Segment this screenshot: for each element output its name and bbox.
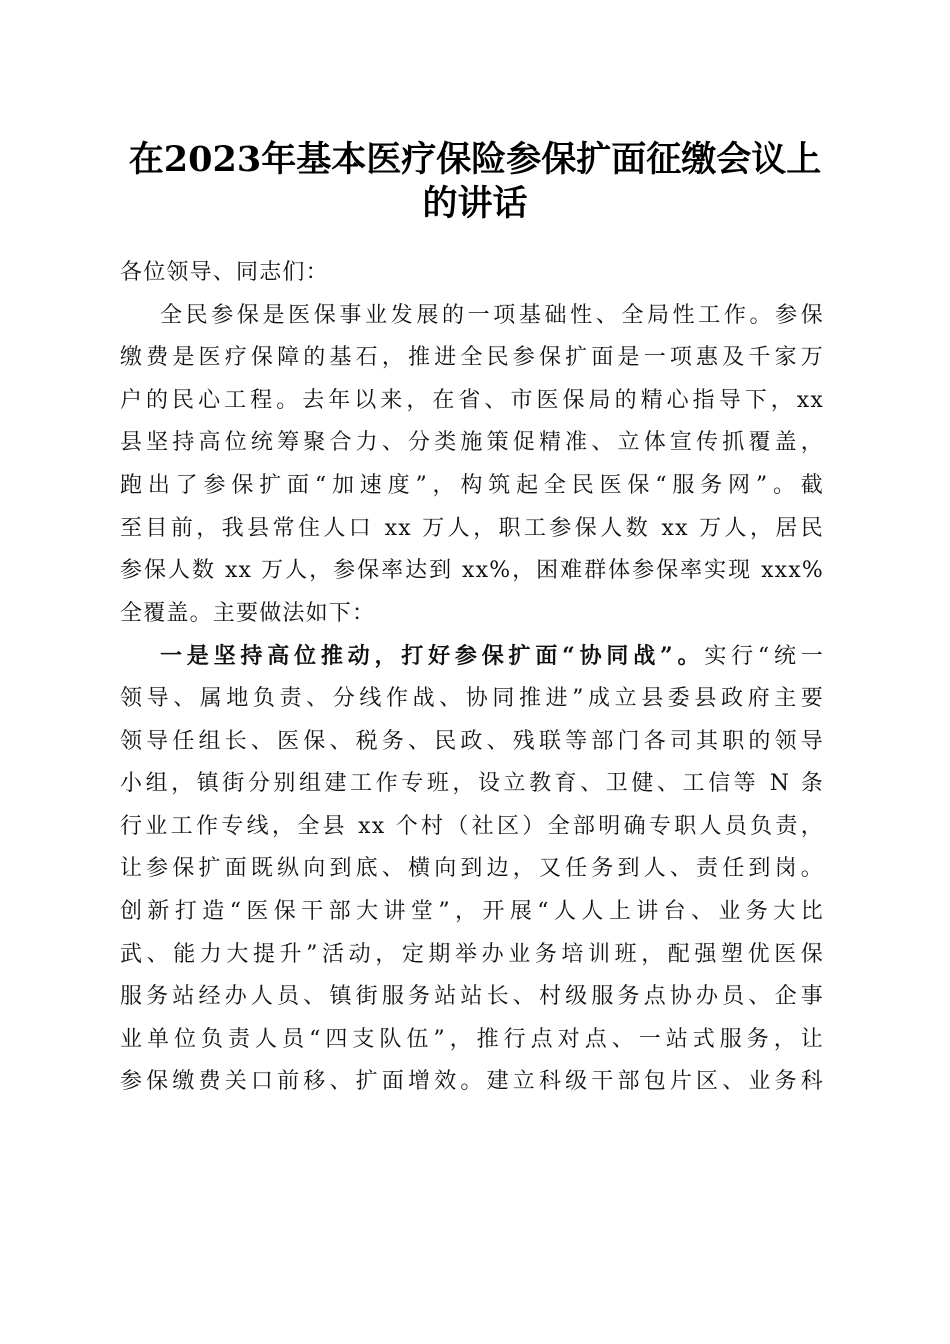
paragraph-line: 领导、属地负责、分线作战、协同推进”成立县委县政府主要 xyxy=(120,685,824,711)
paragraph-line: 全覆盖。主要做法如下： xyxy=(120,600,376,626)
paragraph-line: 让参保扩面既纵向到底、横向到边，又任务到人、责任到岗。 xyxy=(120,856,824,882)
paragraph-2 xyxy=(120,635,824,1104)
paragraph-text: 实行“统一 xyxy=(704,644,824,670)
paragraph-1 xyxy=(120,295,824,636)
paragraph-line: 小组，镇街分别组建工作专班，设立教育、卫健、工信等 N 条 xyxy=(120,771,824,797)
document-body xyxy=(120,252,824,1104)
paragraph-line: 至目前，我县常住人口 xx 万人，职工参保人数 xx 万人，居民 xyxy=(120,515,824,541)
salutation: 各位领导、同志们： xyxy=(120,260,329,285)
paragraph-line: 县坚持高位统筹聚合力、分类施策促精准、立体宣传抓覆盖， xyxy=(120,430,824,456)
paragraph-line: 全民参保是医保事业发展的一项基础性、全局性工作。参保 xyxy=(160,302,824,328)
section-heading: 一是坚持高位推动，打好参保扩面“协同战”。 xyxy=(160,643,705,670)
paragraph-line: 参保人数 xx 万人，参保率达到 xx%，困难群体参保率实现 xxx% xyxy=(120,558,824,584)
paragraph-line: 武、能力大提升”活动，定期举办业务培训班，配强塑优医保 xyxy=(120,941,824,967)
paragraph-line: 参保缴费关口前移、扩面增效。建立科级干部包片区、业务科 xyxy=(120,1069,824,1095)
paragraph-line: 业单位负责人员“四支队伍”，推行点对点、一站式服务，让 xyxy=(120,1026,824,1052)
paragraph-line: 创新打造“医保干部大讲堂”，开展“人人上讲台、业务大比 xyxy=(120,898,824,924)
paragraph-line xyxy=(120,635,824,678)
paragraph-line: 户的民心工程。去年以来，在省、市医保局的精心指导下，xx xyxy=(120,387,824,413)
document-title xyxy=(110,138,840,226)
title-line-2: 的讲话 xyxy=(422,183,528,224)
title-line-1: 在2023年基本医疗保险参保扩面征缴会议上 xyxy=(128,139,822,180)
paragraph-line: 缴费是医疗保障的基石，推进全民参保扩面是一项惠及千家万 xyxy=(120,345,824,371)
paragraph-line: 服务站经办人员、镇街服务站站长、村级服务点协办员、企事 xyxy=(120,984,824,1010)
paragraph-line: 跑出了参保扩面“加速度”，构筑起全民医保“服务网”。截 xyxy=(120,472,824,498)
paragraph-line: 行业工作专线，全县 xx 个村（社区）全部明确专职人员负责， xyxy=(120,813,824,839)
paragraph-line: 领导任组长、医保、税务、民政、残联等部门各司其职的领导 xyxy=(120,728,824,754)
